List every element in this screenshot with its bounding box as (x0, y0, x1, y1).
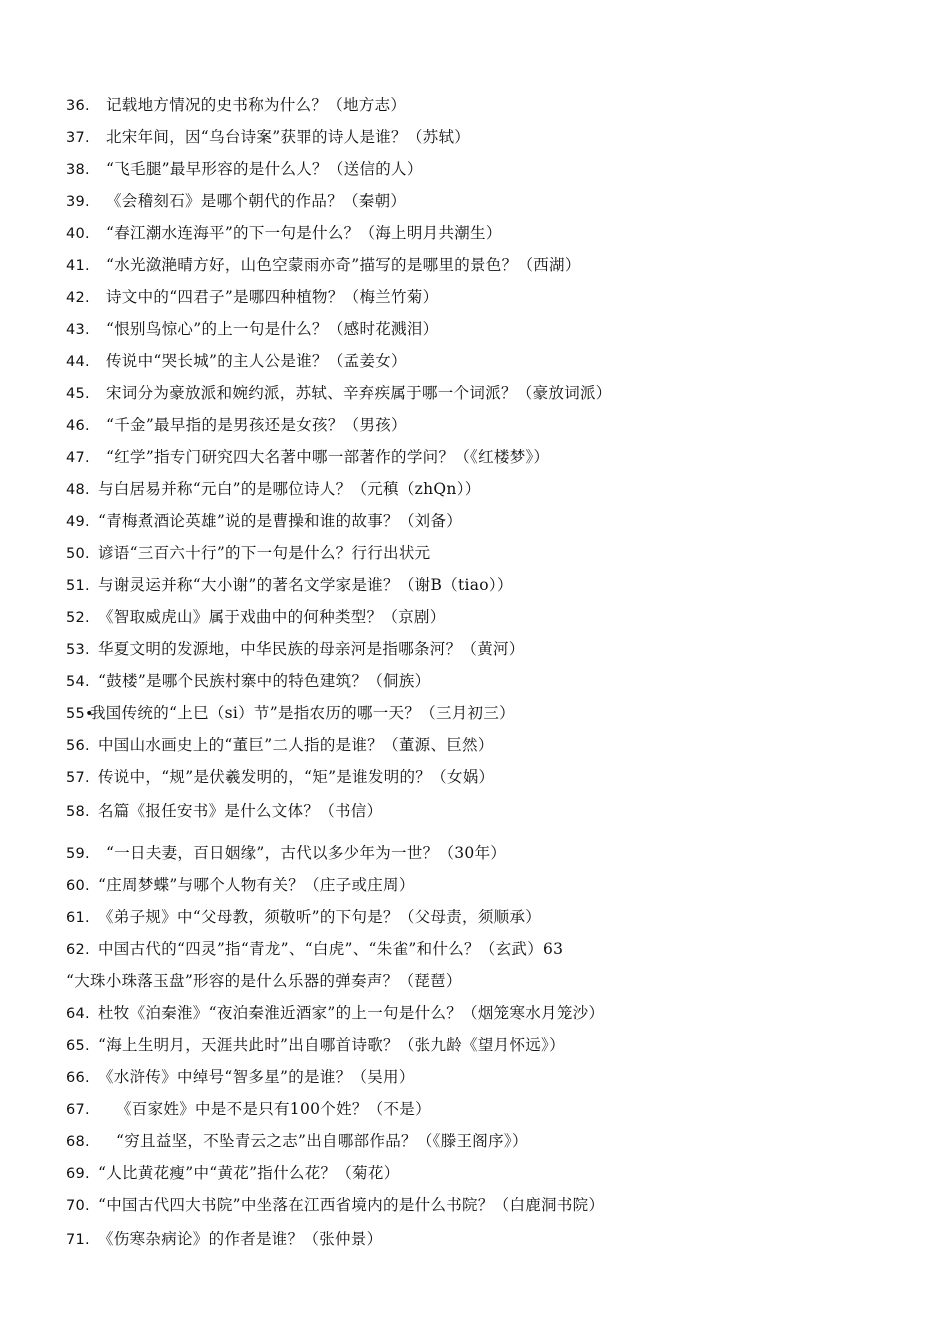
list-item (66, 511, 462, 532)
list-item (66, 939, 563, 960)
question-text: “恨别鸟惊心”的上一句是什么？（感时花溅泪） (106, 320, 439, 338)
item-number: 69. (66, 1166, 90, 1182)
question-text: “中国古代四大书院”中坐落在江西省境内的是什么书院？（白鹿洞书院） (98, 1196, 605, 1214)
item-number: 60. (66, 878, 90, 894)
question-text: 诗文中的“四君子”是哪四种植物？（梅兰竹菊） (106, 288, 439, 306)
list-item (66, 543, 430, 564)
question-text: “青梅煮酒论英雄”说的是曹操和谁的故事？（刘备） (98, 512, 463, 530)
question-text: “红学”指专门研究四大名著中哪一部著作的学问？（《红楼梦》） (106, 448, 550, 466)
list-item (66, 575, 513, 596)
item-number: 48. (66, 482, 90, 498)
list-item (66, 907, 541, 928)
item-number: 42. (66, 290, 90, 306)
question-text: 谚语“三百六十行”的下一句是什么？行行出状元 (98, 544, 431, 562)
item-number: 61. (66, 910, 90, 926)
item-number: 47. (66, 450, 90, 466)
item-number: 65. (66, 1038, 90, 1054)
item-number: 57. (66, 770, 90, 786)
item-number: 46. (66, 418, 90, 434)
item-number: 36. (66, 98, 90, 114)
list-item (66, 767, 494, 788)
question-text: 《弟子规》中“父母教，须敬听”的下句是？（父母责，须顺承） (98, 908, 542, 926)
list-item (66, 159, 423, 180)
list-item (66, 447, 549, 468)
question-text: “一日夫妻，百日姻缘”，古代以多少年为一世？（30年） (106, 844, 507, 862)
list-item (66, 287, 438, 308)
question-text: 《百家姓》中是不是只有100个姓？（不是） (116, 1100, 431, 1118)
list-item (66, 639, 525, 660)
question-text: “千金”最早指的是男孩还是女孩？（男孩） (106, 416, 407, 434)
item-number: 71. (66, 1232, 90, 1248)
question-text: 我国传统的“上巳（si）节”是指农历的哪一天？（三月初三） (90, 704, 515, 722)
item-number: 49. (66, 514, 90, 530)
question-text: 北宋年间，因“乌台诗案”获罪的诗人是谁？（苏轼） (106, 128, 471, 146)
item-number: 53. (66, 642, 90, 658)
question-text: 杜牧《泊秦淮》“夜泊秦淮近酒家”的上一句是什么？（烟笼寒水月笼沙） (98, 1004, 605, 1022)
list-item (66, 671, 430, 692)
item-number: 56. (66, 738, 90, 754)
question-text: “鼓楼”是哪个民族村寨中的特色建筑？（侗族） (98, 672, 431, 690)
question-text: 中国山水画史上的“董巨”二人指的是谁？（董源、巨然） (98, 736, 494, 754)
item-number: 67. (66, 1102, 90, 1118)
list-item (66, 255, 581, 276)
item-number: 44. (66, 354, 90, 370)
list-item (66, 1195, 604, 1216)
list-item (66, 351, 407, 372)
list-item (66, 95, 406, 116)
question-text: 《智取威虎山》属于戏曲中的何种类型？（京剧） (98, 608, 446, 626)
question-text: 记载地方情况的史书称为什么？（地方志） (106, 96, 407, 114)
item-number: 70. (66, 1198, 90, 1214)
item-number: 68. (66, 1134, 90, 1150)
list-item (66, 1229, 382, 1250)
list-item (66, 415, 407, 436)
list-item (66, 875, 415, 896)
item-number: 59. (66, 846, 90, 862)
question-text: 中国古代的“四灵”指“青龙”、“白虎”、“朱雀”和什么？（玄武）63 (98, 940, 564, 958)
question-text: 与谢灵运并称“大小谢”的著名文学家是谁？（谢B（tiao）） (98, 576, 513, 594)
item-number: 41. (66, 258, 90, 274)
question-text: 名篇《报任安书》是什么文体？（书信） (98, 802, 383, 820)
list-item (66, 191, 406, 212)
list-item (66, 127, 470, 148)
question-text: “海上生明月，天涯共此时”出自哪首诗歌？（张九龄《望月怀远》） (98, 1036, 565, 1054)
question-text: “庄周梦蝶”与哪个人物有关？（庄子或庄周） (98, 876, 415, 894)
list-item (66, 1035, 565, 1056)
list-item (66, 607, 446, 628)
question-text: 宋词分为豪放派和婉约派，苏轼、辛弃疾属于哪一个词派？（豪放词派） (106, 384, 612, 402)
item-number: 50. (66, 546, 90, 562)
list-item (66, 383, 612, 404)
question-text: “大珠小珠落玉盘”形容的是什么乐器的弹奏声？（琵琶） (66, 972, 462, 990)
item-number: 64. (66, 1006, 90, 1022)
item-number: 55• (66, 706, 94, 722)
question-text: “人比黄花瘦”中“黄花”指什么花？（菊花） (98, 1164, 400, 1182)
item-number: 37. (66, 130, 90, 146)
question-text: 《水浒传》中绰号“智多星”的是谁？（吴用） (98, 1068, 415, 1086)
item-number: 43. (66, 322, 90, 338)
question-text: “春江潮水连海平”的下一句是什么？（海上明月共潮生） (106, 224, 502, 242)
question-text: “穷且益坚，不坠青云之志”出自哪部作品？（《滕王阁序》） (116, 1132, 528, 1150)
item-number: 54. (66, 674, 90, 690)
question-text: 华夏文明的发源地，中华民族的母亲河是指哪条河？（黄河） (98, 640, 525, 658)
question-text: 传说中“哭长城”的主人公是谁？（孟姜女） (106, 352, 407, 370)
question-text: 《伤寒杂病论》的作者是谁？（张仲景） (98, 1230, 383, 1248)
list-item (66, 1067, 415, 1088)
list-item (66, 843, 506, 864)
question-text: 传说中，“规”是伏羲发明的，“矩”是谁发明的？（女娲） (98, 768, 495, 786)
list-item (66, 1163, 400, 1184)
list-item (66, 735, 494, 756)
question-text: 《会稽刻石》是哪个朝代的作品？（秦朝） (106, 192, 407, 210)
question-text: 与白居易并称“元白”的是哪位诗人？（元稹（zhQn）） (98, 480, 481, 498)
list-item (66, 223, 502, 244)
item-number: 51. (66, 578, 90, 594)
item-number: 38. (66, 162, 90, 178)
list-item (66, 801, 382, 822)
item-number: 39. (66, 194, 90, 210)
item-number: 45. (66, 386, 90, 402)
item-number: 66. (66, 1070, 90, 1086)
item-number: 58. (66, 804, 90, 820)
item-number: 52. (66, 610, 90, 626)
question-text: “飞毛腿”最早形容的是什么人？（送信的人） (106, 160, 423, 178)
question-text: “水光潋滟晴方好，山色空蒙雨亦奇”描写的是哪里的景色？（西湖） (106, 256, 581, 274)
item-number: 62. (66, 942, 90, 958)
list-item (66, 319, 438, 340)
list-item (66, 479, 481, 500)
list-item (66, 971, 462, 991)
list-item (66, 1003, 604, 1024)
list-item (66, 703, 515, 724)
item-number: 40. (66, 226, 90, 242)
list-item (66, 1099, 431, 1120)
list-item (66, 1131, 528, 1152)
